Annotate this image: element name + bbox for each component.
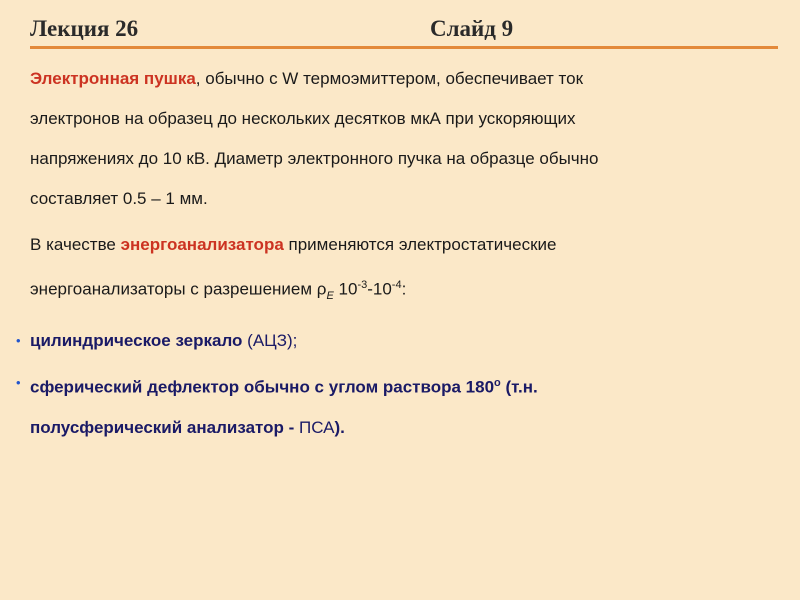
para1-text-1: , обычно с W термоэмиттером, обеспечивает ток xyxy=(195,69,584,88)
bullet-dot-icon: • xyxy=(16,333,21,349)
degree-superscript: о xyxy=(494,377,501,390)
header-divider xyxy=(30,46,778,49)
bullet-2-abbr: ПСА xyxy=(299,417,335,437)
paragraph-analyzer xyxy=(30,225,768,316)
bullet-2-line1-tail: (т.н. xyxy=(500,377,538,397)
lecture-title: Лекция 26 xyxy=(30,16,139,41)
resolution-exp-a: -3 xyxy=(357,279,368,291)
para2-word-1: В xyxy=(30,235,42,254)
rho-subscript: E xyxy=(326,290,334,303)
slide-header xyxy=(30,16,770,48)
para1-text-4: составляет 0.5 – 1 мм. xyxy=(30,189,208,208)
slide-body xyxy=(16,59,768,448)
bullet-1-text: цилиндрическое зеркало xyxy=(30,331,243,351)
slide-number: Слайд 9 xyxy=(430,16,514,41)
bullet-2-end: ). xyxy=(334,417,345,437)
term-electron-gun: Электронная пушка xyxy=(30,69,196,88)
bullet-dot-icon: • xyxy=(16,375,21,391)
bullet-2-line2: полусферический анализатор - xyxy=(30,417,300,437)
bullet-2-line1: сферический дефлектор обычно с углом раствора 180 xyxy=(30,377,495,397)
bullet-spherical-deflector xyxy=(16,363,768,448)
para2-text-line2: энергоанализаторы с разрешением ρ xyxy=(30,279,327,299)
para1-text-2: электронов на образец до нескольких десятков мкА при ускоряющих xyxy=(30,109,576,128)
para2-tail: : xyxy=(401,279,407,299)
term-energy-analyzer: энергоанализатора xyxy=(120,235,284,254)
resolution-value-b: -10 xyxy=(367,279,392,299)
para2-word-4: применяются xyxy=(288,235,395,254)
bullet-1-abbr: (АЦЗ); xyxy=(242,331,298,351)
resolution-exp-b: -4 xyxy=(391,279,402,291)
bullet-cylindrical-mirror xyxy=(16,321,768,361)
paragraph-electron-gun xyxy=(30,59,768,219)
resolution-value-a: 10 xyxy=(333,279,358,299)
para2-word-5: электростатические xyxy=(398,235,557,254)
para1-text-3: напряжениях до 10 кВ. Диаметр электронного пучка на образце обычно xyxy=(30,149,599,168)
para2-word-2: качестве xyxy=(46,235,116,254)
